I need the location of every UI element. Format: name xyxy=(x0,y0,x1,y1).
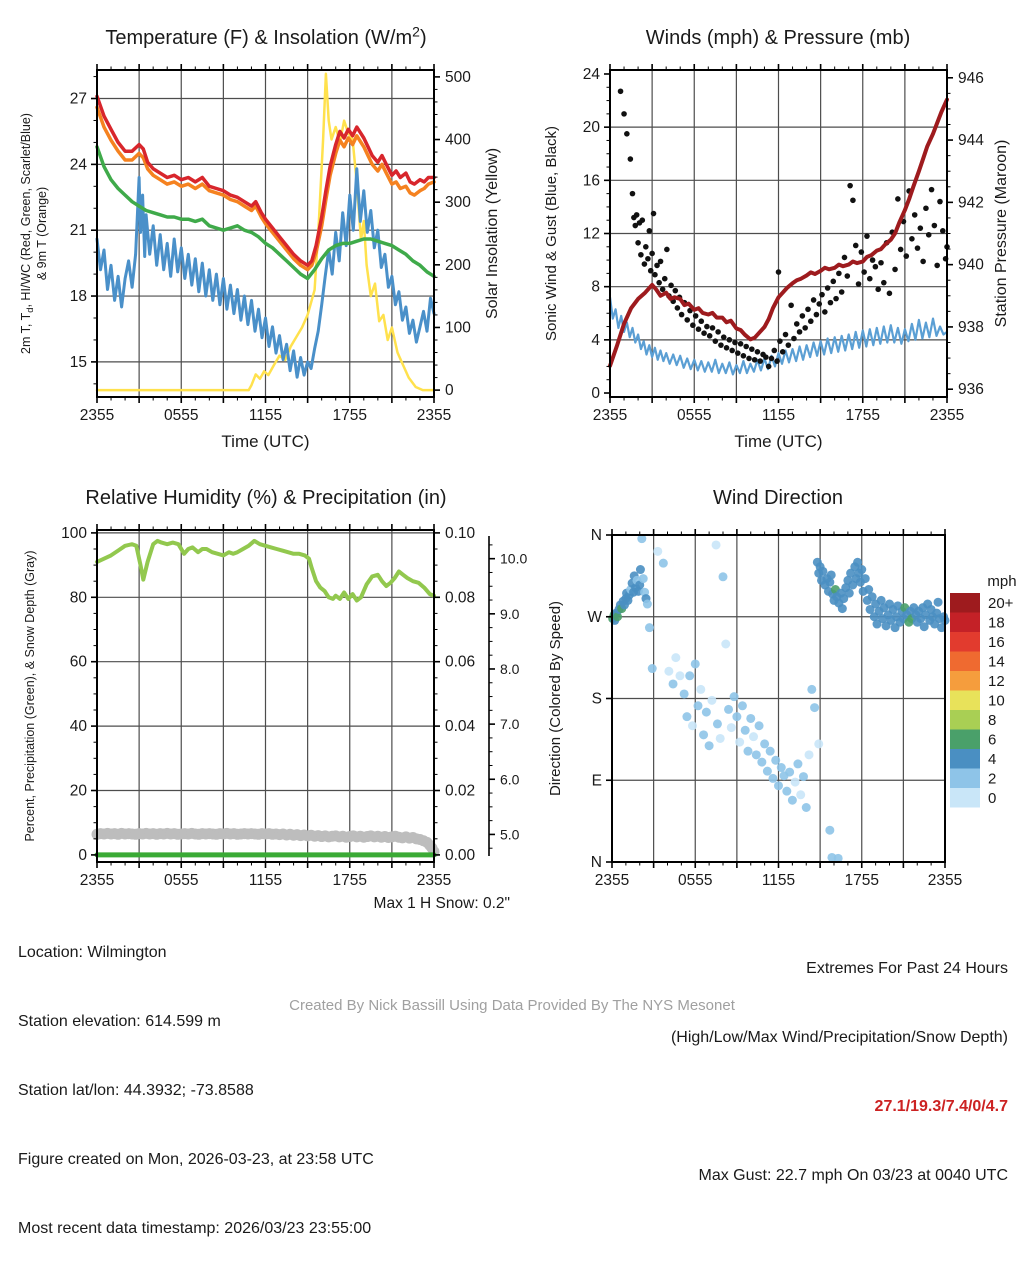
y-tick-label: 20 xyxy=(582,119,600,137)
legend-label: 16 xyxy=(988,633,1005,651)
legend-label: 4 xyxy=(988,750,997,768)
y-tick-label-right: 946 xyxy=(958,69,984,87)
x-tick-label: 2355 xyxy=(79,872,115,889)
x-axis-title: Time (UTC) xyxy=(221,432,310,451)
legend-swatch xyxy=(950,769,980,789)
snow-axis-tick-label: 7.0 xyxy=(500,716,520,733)
x-tick-label: 0555 xyxy=(164,407,199,424)
chart-title: Wind Direction xyxy=(712,487,844,509)
y-tick-label: N xyxy=(590,854,602,871)
x-tick-label: 2355 xyxy=(416,872,452,889)
y-tick-label: 0 xyxy=(591,385,600,403)
extremes-title: Extremes For Past 24 Hours xyxy=(806,960,1008,977)
y-tick-label: 4 xyxy=(591,331,600,349)
y-tick-label-right: 944 xyxy=(958,132,984,150)
y-tick-label: 40 xyxy=(69,718,87,736)
y-tick-label-right: 400 xyxy=(445,131,471,149)
x-tick-label: 2355 xyxy=(592,407,628,424)
y-tick-label: 12 xyxy=(582,225,600,243)
snow-axis-tick-label: 5.0 xyxy=(500,826,520,843)
y-tick-label-right: 940 xyxy=(958,256,984,274)
x-tick-label: 1155 xyxy=(761,872,796,889)
y-tick-label: 0 xyxy=(78,846,87,864)
chart-title: Winds (mph) & Pressure (mb) xyxy=(645,27,911,49)
y-tick-label: S xyxy=(591,690,602,708)
y-axis-title-left: & 9m T (Orange) xyxy=(35,186,49,281)
y-tick-label: 24 xyxy=(582,65,600,83)
y-tick-label-right: 0.04 xyxy=(445,718,476,736)
data-timestamp: Most recent data timestamp: 2026/03/23 23:55:00 xyxy=(18,1220,372,1237)
y-tick-label: 20 xyxy=(69,782,87,800)
y-tick-label-right: 0.02 xyxy=(445,782,476,800)
x-tick-label: 0555 xyxy=(164,872,199,889)
y-tick-label: E xyxy=(591,772,602,790)
legend-title: mph xyxy=(987,573,1017,590)
chart-title: Temperature (F) & Insolation $(W/m^2)$ xyxy=(105,23,427,49)
x-tick-label: 2355 xyxy=(929,407,965,424)
x-tick-label: 1755 xyxy=(332,872,367,889)
x-tick-label: 1755 xyxy=(332,407,367,424)
winds-pressure-chart xyxy=(543,27,1010,451)
legend-label: 2 xyxy=(988,770,997,788)
x-tick-label: 1155 xyxy=(248,407,283,424)
y-axis-title-left: Sonic Wind & Gust (Blue, Black) xyxy=(543,125,560,342)
y-tick-label: 16 xyxy=(582,172,600,190)
x-tick-label: 2355 xyxy=(594,872,630,889)
max-snow-note: Max 1 H Snow: 0.2" xyxy=(373,895,510,912)
snow-axis-tick-label: 6.0 xyxy=(500,771,520,788)
x-tick-label: 1755 xyxy=(844,872,879,889)
x-tick-label: 2355 xyxy=(79,407,115,424)
credit-line: Created By Nick Bassill Using Data Provided By The NYS Mesonet xyxy=(289,997,735,1014)
y-tick-label: 100 xyxy=(61,524,87,542)
legend-label: 20+ xyxy=(988,594,1014,612)
y-tick-label-right: 0 xyxy=(445,382,454,400)
extremes-values: 27.1/19.3/7.4/0/4.7 xyxy=(874,1098,1008,1115)
y-tick-label: 60 xyxy=(69,653,87,671)
x-tick-label: 1755 xyxy=(845,407,880,424)
y-tick-label-right: 0.10 xyxy=(445,524,476,542)
legend-swatch xyxy=(950,691,980,711)
y-tick-label-right: 0.06 xyxy=(445,653,476,671)
legend-swatch xyxy=(950,730,980,750)
y-tick-label: N xyxy=(590,527,602,544)
y-tick-label-right: 500 xyxy=(445,68,471,86)
y-tick-label-right: 100 xyxy=(445,319,471,337)
station-elevation: Station elevation: 614.599 m xyxy=(18,1013,221,1030)
station-latlon: Station lat/lon: 44.3932; -73.8588 xyxy=(18,1082,254,1099)
legend-swatch xyxy=(950,632,980,652)
legend-swatch xyxy=(950,652,980,672)
snow-axis-tick-label: 9.0 xyxy=(500,605,520,622)
x-axis-title: Time (UTC) xyxy=(734,432,823,451)
y-axis-title-left: Percent, Precipitation (Green), & Snow Depth (Gray) xyxy=(23,550,37,842)
y-tick-label: W xyxy=(587,608,602,626)
y-tick-label-right: 0.08 xyxy=(445,589,476,607)
y-tick-label-right: 936 xyxy=(958,381,984,399)
legend-label: 18 xyxy=(988,614,1005,632)
y-tick-label: 15 xyxy=(69,353,87,371)
speed-legend xyxy=(950,573,1017,808)
y-tick-label-right: 200 xyxy=(445,256,471,274)
legend-swatch xyxy=(950,749,980,769)
humidity-precip-chart xyxy=(23,487,527,889)
legend-swatch xyxy=(950,593,980,613)
extremes-subtitle: (High/Low/Max Wind/Precipitation/Snow Depth) xyxy=(670,1029,1008,1046)
series-wind-gust xyxy=(618,88,950,369)
legend-label: 10 xyxy=(988,692,1005,710)
wind-direction-chart xyxy=(547,487,1017,889)
y-tick-label: 21 xyxy=(69,222,87,240)
chart-title: Relative Humidity (%) & Precipitation (in) xyxy=(85,487,447,509)
legend-swatch xyxy=(950,613,980,633)
max-gust: Max Gust: 22.7 mph On 03/23 at 0040 UTC xyxy=(698,1167,1008,1184)
y-tick-label-right: 300 xyxy=(445,194,471,212)
y-tick-label: 27 xyxy=(69,90,87,108)
y-axis-title-right: Station Pressure (Maroon) xyxy=(993,139,1010,328)
y-tick-label: 24 xyxy=(69,156,87,174)
x-tick-label: 0555 xyxy=(678,872,713,889)
x-tick-label: 2355 xyxy=(927,872,963,889)
snow-axis-tick-label: 8.0 xyxy=(500,660,520,677)
legend-label: 14 xyxy=(988,653,1005,671)
x-tick-label: 2355 xyxy=(416,407,452,424)
temperature-insolation-chart xyxy=(19,23,501,451)
legend-label: 0 xyxy=(988,789,997,807)
legend-label: 8 xyxy=(988,711,997,729)
x-tick-label: 0555 xyxy=(677,407,712,424)
snow-axis-tick-label: 10.0 xyxy=(500,550,528,567)
figure-created: Figure created on Mon, 2026-03-23, at 23:58 UTC xyxy=(18,1151,374,1168)
legend-label: 6 xyxy=(988,731,997,749)
x-tick-label: 1155 xyxy=(248,872,283,889)
y-tick-label: 18 xyxy=(69,288,87,306)
y-tick-label: 80 xyxy=(69,589,87,607)
x-tick-label: 1155 xyxy=(761,407,796,424)
y-axis-title-left: 2m T, $T_d$, HI/WC (Red, Green, Scarlet/Blue) xyxy=(19,113,35,354)
legend-swatch xyxy=(950,710,980,730)
extremes-block xyxy=(671,911,1008,1233)
y-axis-title-left: Direction (Colored By Speed) xyxy=(547,600,564,797)
y-tick-label-right: 938 xyxy=(958,318,984,336)
y-tick-label-right: 942 xyxy=(958,194,984,212)
legend-label: 12 xyxy=(988,672,1005,690)
y-tick-label: 8 xyxy=(591,278,600,296)
station-location: Location: Wilmington xyxy=(18,944,167,961)
legend-swatch xyxy=(950,671,980,691)
y-axis-title-right: Solar Insolation (Yellow) xyxy=(484,147,501,320)
station-info-block xyxy=(18,895,374,1286)
legend-swatch xyxy=(950,788,980,808)
y-tick-label-right: 0.00 xyxy=(445,846,476,864)
